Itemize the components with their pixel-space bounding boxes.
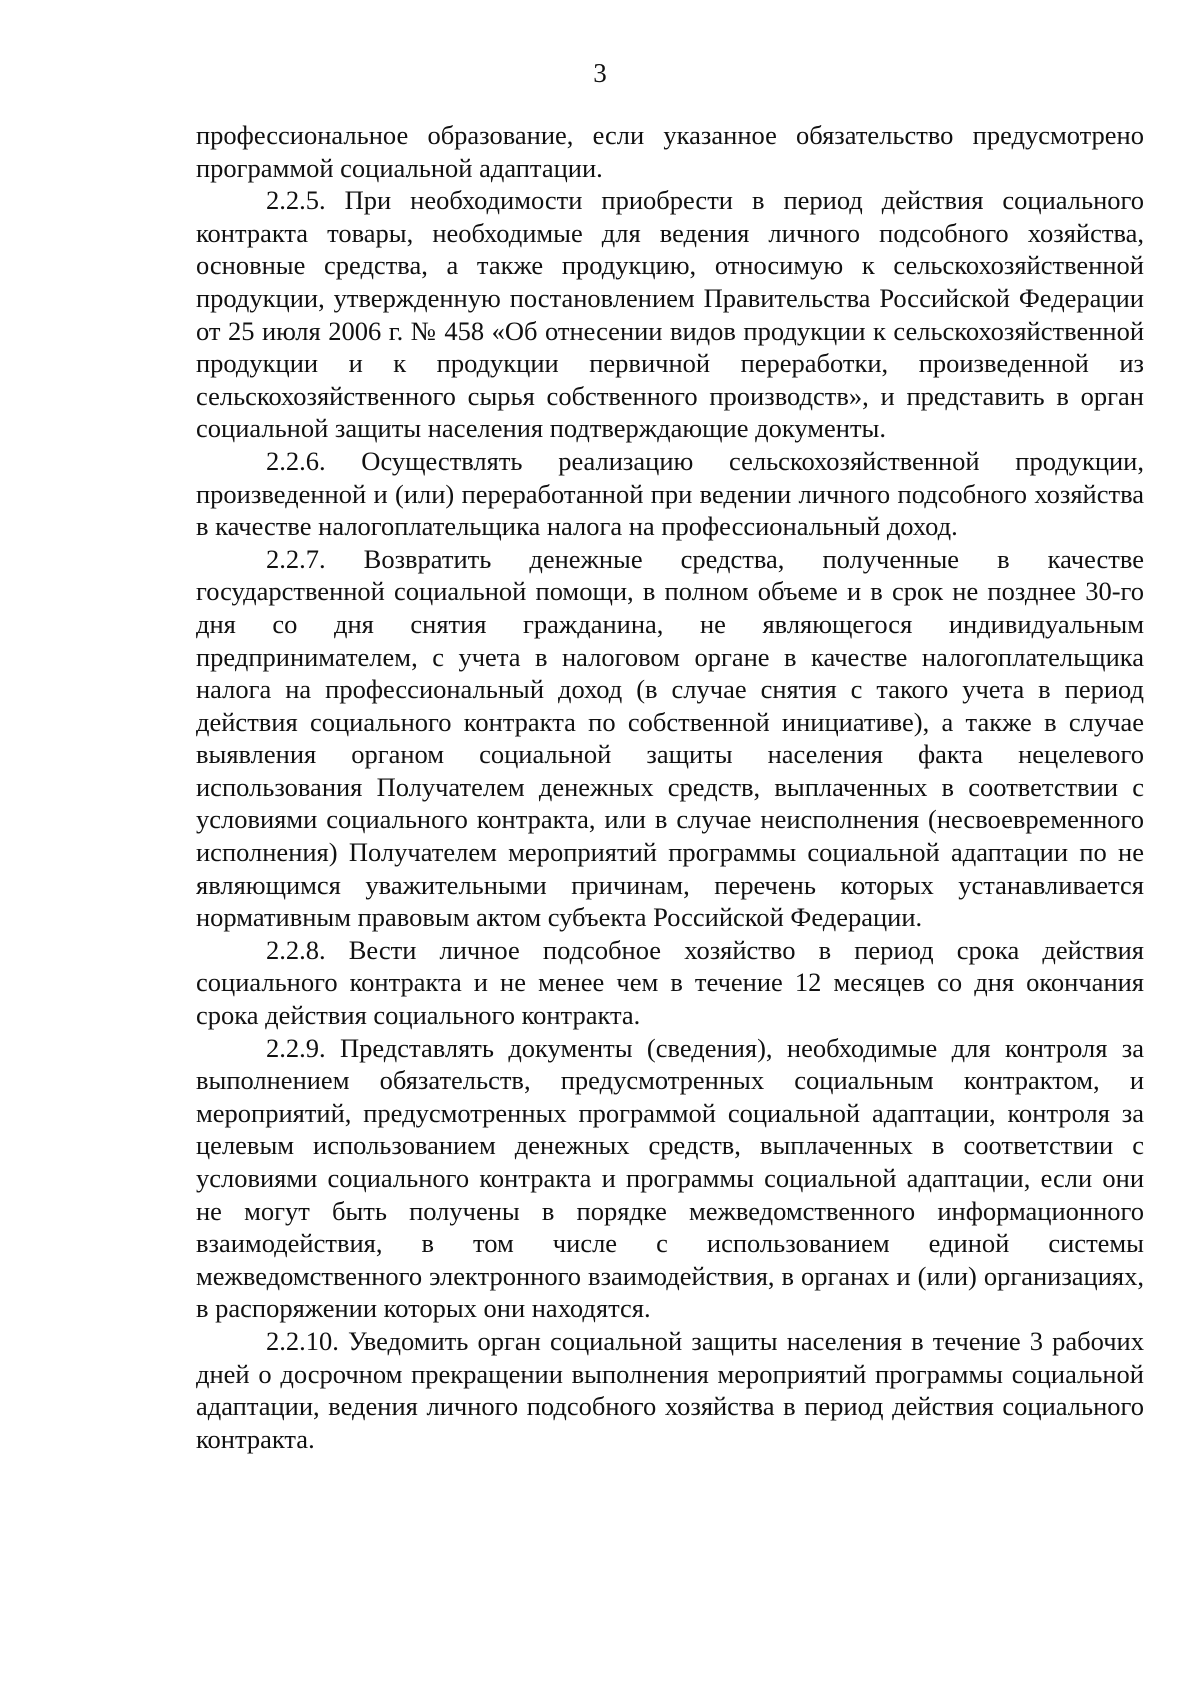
page-number: 3	[593, 58, 607, 88]
paragraph-2-2-8: 2.2.8. Вести личное подсобное хозяйство в период срока действия социального контракта и не менее чем в течение 12 месяцев со дня окончания срока действия социального контракта.	[196, 934, 1144, 1031]
paragraph-2-2-7: 2.2.7. Возвратить денежные средства, полученные в качестве государственной социальной помощи, в полном объеме и в срок не позднее 30-го дня со дня снятия гражданина, не являющегося индивидуальным предпринимателем, с учета в налоговом органе в качестве налогоплательщика налога на профессиональный доход (в случае снятия с такого учета в период действия социального контракта по собственной инициативе), а также в случае выявления органом социальной защиты населения факта нецелевого использования Получателем денежных средств, выплаченных в соответствии с условиями социального контракта, или в случае неисполнения (несвоевременного исполнения) Получателем мероприятий программы социальной адаптации по не являющимся уважительными причинам, перечень которых устанавливается нормативным правовым актом субъекта Российской Федерации.	[196, 543, 1144, 933]
paragraph-2-2-5: 2.2.5. При необходимости приобрести в период действия социального контракта товары, необходимые для ведения личного подсобного хозяйства, основные средства, а также продукцию, относимую к сельскохозяйственной продукции, утвержденную постановлением Правительства Российской Федерации от 25 июля 2006 г. № 458 «Об отнесении видов продукции к сельскохозяйственной продукции и к продукции первичной переработки, произведенной из сельскохозяйственного сырья собственного производств», и представить в орган социальной защиты населения подтверждающие документы.	[196, 185, 1144, 444]
document-body	[196, 119, 1144, 1455]
paragraph-2-2-9: 2.2.9. Представлять документы (сведения), необходимые для контроля за выполнением обязательств, предусмотренных социальным контрактом, и мероприятий, предусмотренных программой социальной адаптации, контроля за целевым использованием денежных средств, выплаченных в соответствии с условиями социального контракта и программы социальной адаптации, если они не могут быть получены в порядке межведомственного информационного взаимодействия, в том числе с использованием единой системы межведомственного электронного взаимодействия, в органах и (или) организациях, в распоряжении которых они находятся.	[196, 1032, 1144, 1324]
paragraph-2-2-10: 2.2.10. Уведомить орган социальной защиты населения в течение 3 рабочих дней о досрочном прекращении выполнения мероприятий программы социальной адаптации, ведения личного подсобного хозяйства в период действия социального контракта.	[196, 1325, 1144, 1454]
paragraph-2-2-6: 2.2.6. Осуществлять реализацию сельскохозяйственной продукции, произведенной и (или) переработанной при ведении личного подсобного хозяйства в качестве налогоплательщика налога на профессиональный доход.	[196, 445, 1144, 542]
paragraph-continuation: профессиональное образование, если указанное обязательство предусмотрено программой социальной адаптации.	[196, 120, 1144, 183]
